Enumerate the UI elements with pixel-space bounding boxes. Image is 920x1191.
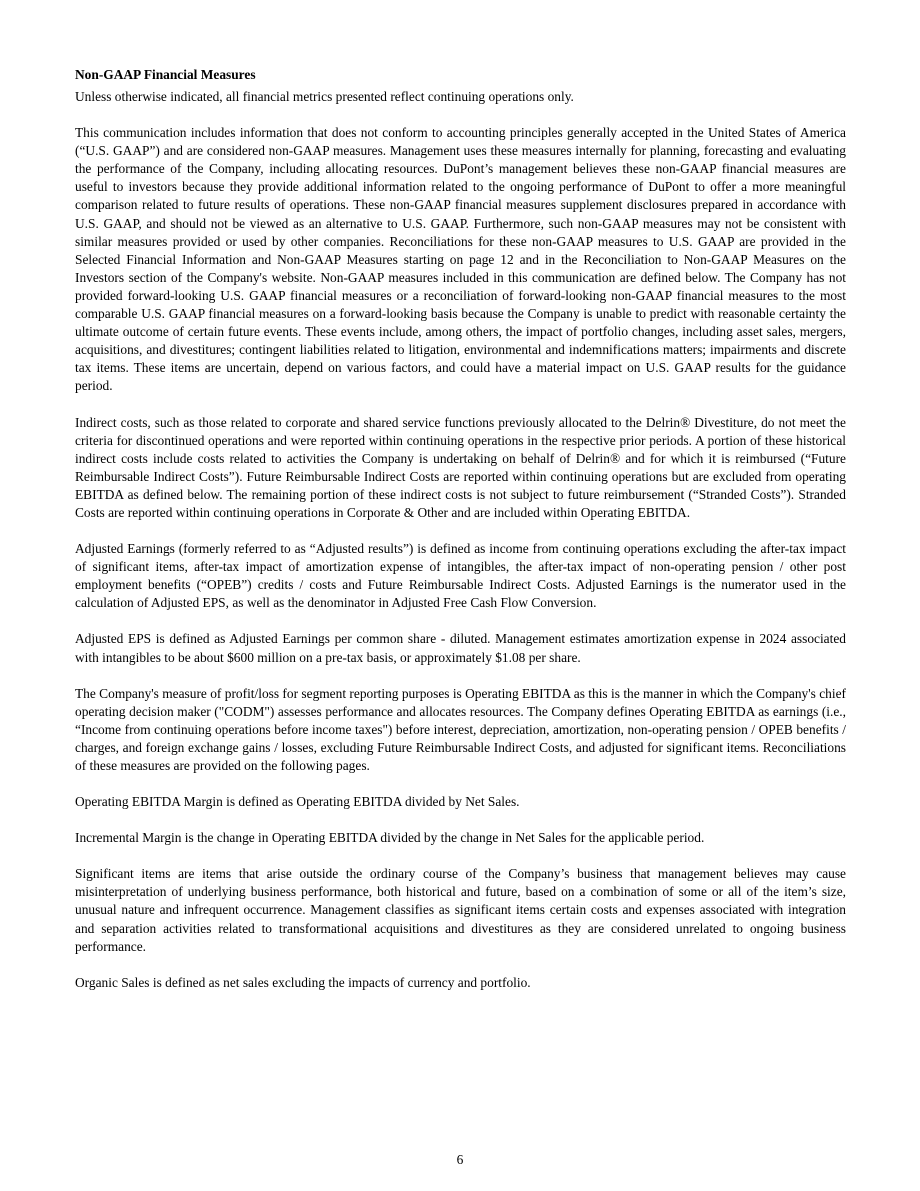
document-page	[75, 66, 846, 1010]
paragraph-indirect-costs: Indirect costs, such as those related to corporate and shared service functions previously allocated to the Delrin® Divestiture, do not meet the criteria for discontinued operations and were reported within continuing operations in the respective prior periods. A portion of these historical indirect costs include costs related to activities the Company is undertaking on behalf of Delrin® and for which it is reimbursed (“Future Reimbursable Indirect Costs”). Future Reimbursable Indirect Costs are reported within continuing operations but are excluded from operating EBITDA as defined below. The remaining portion of these indirect costs is not subject to future reimbursement (“Stranded Costs”). Stranded Costs are reported within continuing operations in Corporate & Other and are included within Operating EBITDA.	[75, 414, 846, 520]
paragraph-operating-ebitda-margin: Operating EBITDA Margin is defined as Operating EBITDA divided by Net Sales.	[75, 794, 520, 810]
paragraph-incremental-margin: Incremental Margin is the change in Operating EBITDA divided by the change in Net Sales for the applicable period.	[75, 830, 705, 846]
paragraph-adjusted-earnings: Adjusted Earnings (formerly referred to as “Adjusted results”) is defined as income from continuing operations excluding the after-tax impact of significant items, after-tax impact of amortization expense of intangibles, the after-tax impact of non-operating pension / other post employment benefits (“OPEB”) credits / costs and Future Reimbursable Indirect Costs. Adjusted Earnings is the numerator used in the calculation of Adjusted EPS, as well as the denominator in Adjusted Free Cash Flow Conversion.	[75, 541, 846, 611]
paragraph-continuing-operations-note: Unless otherwise indicated, all financial metrics presented reflect continuing operations only.	[75, 89, 574, 104]
page-number: 6	[456, 1152, 464, 1167]
section-heading: Non-GAAP Financial Measures	[75, 67, 256, 82]
paragraph-significant-items: Significant items are items that arise outside the ordinary course of the Company’s business that management believes may cause misinterpretation of underlying business performance, both historical and future, based on a combination of some or all of the item’s size, unusual nature and infrequent occurrence. Management classifies as significant items certain costs and expenses associated with integration and separation activities related to transformational acquisitions and divestitures as they are considered unrelated to ongoing business performance.	[75, 866, 846, 954]
paragraph-organic-sales: Organic Sales is defined as net sales excluding the impacts of currency and portfolio.	[75, 974, 531, 990]
paragraph-operating-ebitda: The Company's measure of profit/loss for segment reporting purposes is Operating EBITDA as this is the manner in which the Company's chief operating decision maker ("CODM") assesses performance and allocates resources. The Company defines Operating EBITDA as earnings (i.e., “Income from continuing operations before income taxes") before interest, depreciation, amortization, non-operating pension / OPEB benefits / charges, and foreign exchange gains / losses, excluding Future Reimbursable Indirect Costs, and adjusted for significant items. Reconciliations of these measures are provided on the following pages.	[75, 685, 846, 773]
paragraph-adjusted-eps: Adjusted EPS is defined as Adjusted Earnings per common share - diluted. Management estimates amortization expense in 2024 associated with intangibles to be about $600 million on a pre-tax basis, or approximately $1.08 per share.	[75, 631, 846, 665]
paragraph-non-gaap-overview: This communication includes information that does not conform to accounting principles generally accepted in the United States of America (“U.S. GAAP”) and are considered non-GAAP measures. Management uses these measures internally for planning, forecasting and evaluating the performance of the Company, including allocating resources. DuPont’s management believes these non-GAAP financial measures are useful to investors because they provide additional information related to the ongoing performance of DuPont to offer a more meaningful comparison related to future results of operations. These non-GAAP financial measures supplement disclosures prepared in accordance with U.S. GAAP, and should not be viewed as an alternative to U.S. GAAP. Furthermore, such non-GAAP measures may not be consistent with similar measures provided or used by other companies. Reconciliations for these non-GAAP measures to U.S. GAAP are provided in the Selected Financial Information and Non-GAAP Measures starting on page 12 and in the Reconciliation to Non-GAAP Measures on the Investors section of the Company's website. Non-GAAP measures included in this communication are defined below. The Company has not provided forward-looking U.S. GAAP financial measures or a reconciliation of forward-looking non-GAAP financial measures to the most comparable U.S. GAAP financial measures on a forward-looking basis because the Company is unable to predict with reasonable certainty the ultimate outcome of certain future events. These events include, among others, the impact of portfolio changes, including asset sales, mergers, acquisitions, and divestitures; contingent liabilities related to litigation, environmental and indemnifications matters; impairments and discrete tax items. These items are uncertain, depend on various factors, and could have a material impact on U.S. GAAP results for the guidance period.	[75, 125, 846, 394]
